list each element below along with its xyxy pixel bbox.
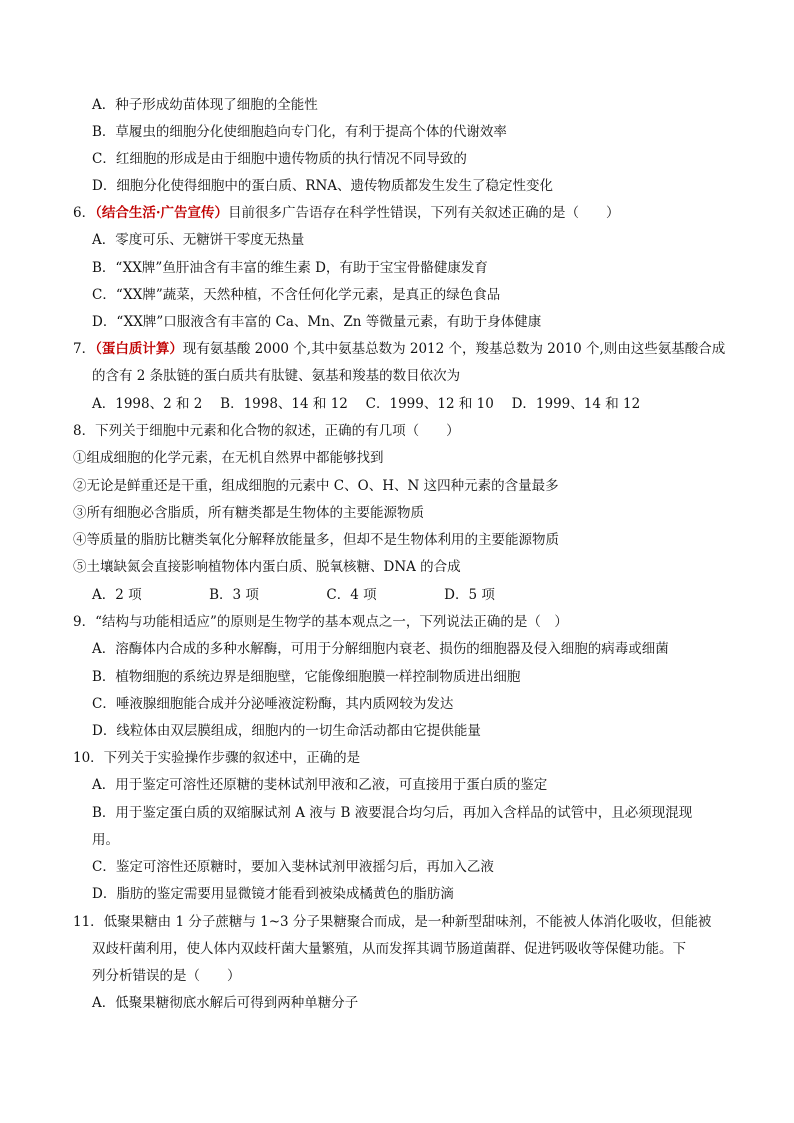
question-tag: （结合生活·广告宣传） xyxy=(95,205,229,221)
question-text: 目前很多广告语存在科学性错误，下列有关叙述正确的是（ ） xyxy=(228,205,620,221)
question-11-stem-line3: 列分析错误的是（ ） xyxy=(92,968,241,984)
question-7-stem-continued: 的含有 2 条肽链的蛋白质共有肽键、氨基和羧基的数目依次为 xyxy=(92,368,461,384)
q5-option-b: B．草履虫的细胞分化使细胞趋向专门化，有利于提高个体的代谢效率 xyxy=(92,124,507,140)
q8-statement-5: ⑤土壤缺氮会直接影响植物体内蛋白质、脱氧核糖、DNA 的合成 xyxy=(73,559,461,575)
q5-option-a: A．种子形成幼苗体现了细胞的全能性 xyxy=(92,97,318,113)
question-6-stem xyxy=(73,203,620,223)
q6-option-a: A．零度可乐、无糖饼干零度无热量 xyxy=(92,232,305,248)
question-7-stem xyxy=(73,339,725,359)
q8-statement-3: ③所有细胞必含脂质，所有糖类都是生物体的主要能源物质 xyxy=(73,505,424,521)
q10-option-b-continued: 用。 xyxy=(92,832,119,848)
q8-statement-4: ④等质量的脂肪比糖类氧化分解释放能量多，但却不是生物体利用的主要能源物质 xyxy=(73,532,559,548)
question-10-stem: 10．下列关于实验操作步骤的叙述中，正确的是 xyxy=(73,750,361,766)
question-number: 6． xyxy=(73,205,96,221)
q6-option-b: B．“XX牌”鱼肝油含有丰富的维生素 D，有助于宝宝骨骼健康发育 xyxy=(92,260,488,276)
q9-option-d: D．线粒体由双层膜组成，细胞内的一切生命活动都由它提供能量 xyxy=(92,723,481,739)
question-text: 现有氨基酸 2000 个,其中氨基总数为 2012 个，羧基总数为 2010 个,则由这些氨基酸合成 xyxy=(182,341,726,357)
q8-statement-2: ②无论是鲜重还是干重，组成细胞的元素中 C、O、H、N 这四种元素的含量最多 xyxy=(73,478,559,494)
q10-option-b: B．用于鉴定蛋白质的双缩脲试剂 A 液与 B 液要混合均匀后，再加入含样品的试管中，且必须现混现 xyxy=(92,805,693,821)
q8-options: A．2 项 B．3 项 C．4 项 D．5 项 xyxy=(92,587,495,603)
q10-option-d: D．脂肪的鉴定需要用显微镜才能看到被染成橘黄色的脂肪滴 xyxy=(92,886,454,902)
question-number: 7． xyxy=(73,341,96,357)
q5-option-c: C．红细胞的形成是由于细胞中遗传物质的执行情况不同导致的 xyxy=(92,151,467,167)
q7-options: A．1998、2 和 2 B．1998、14 和 12 C．1999、12 和 10 D．1999、14 和 12 xyxy=(92,396,641,412)
q9-option-a: A．溶酶体内合成的多种水解酶，可用于分解细胞内衰老、损伤的细胞器及侵入细胞的病毒或细菌 xyxy=(92,641,669,657)
q5-option-d: D．细胞分化使得细胞中的蛋白质、RNA、遗传物质都发生发生了稳定性变化 xyxy=(92,178,554,194)
question-11-stem: 11．低聚果糖由 1 分子蔗糖与 1~3 分子果糖聚合而成，是一种新型甜味剂，不能被人体消化吸收，但能被 xyxy=(73,914,712,930)
q6-option-c: C．“XX牌”蔬菜，天然种植，不含任何化学元素，是真正的绿色食品 xyxy=(92,287,501,303)
q6-option-d: D．“XX牌”口服液含有丰富的 Ca、Mn、Zn 等微量元素，有助于身体健康 xyxy=(92,314,542,330)
question-9-stem: 9．“结构与功能相适应”的原则是生物学的基本观点之一，下列说法正确的是（ ） xyxy=(73,614,568,630)
question-8-stem: 8．下列关于细胞中元素和化合物的叙述，正确的有几项（ ） xyxy=(73,423,460,439)
q8-statement-1: ①组成细胞的化学元素，在无机自然界中都能够找到 xyxy=(73,450,384,466)
question-tag: （蛋白质计算） xyxy=(95,341,183,357)
q10-option-a: A．用于鉴定可溶性还原糖的斐林试剂甲液和乙液，可直接用于蛋白质的鉴定 xyxy=(92,777,548,793)
q11-option-a: A．低聚果糖彻底水解后可得到两种单糖分子 xyxy=(92,995,359,1011)
q9-option-c: C．唾液腺细胞能合成并分泌唾液淀粉酶，其内质网较为发达 xyxy=(92,696,454,712)
q10-option-c: C．鉴定可溶性还原糖时，要加入斐林试剂甲液摇匀后，再加入乙液 xyxy=(92,859,494,875)
q9-option-b: B．植物细胞的系统边界是细胞壁，它能像细胞膜一样控制物质进出细胞 xyxy=(92,669,521,685)
question-11-stem-line2: 双歧杆菌利用，使人体内双歧杆菌大量繁殖，从而发挥其调节肠道菌群、促进钙吸收等保健功能。下 xyxy=(92,941,686,957)
